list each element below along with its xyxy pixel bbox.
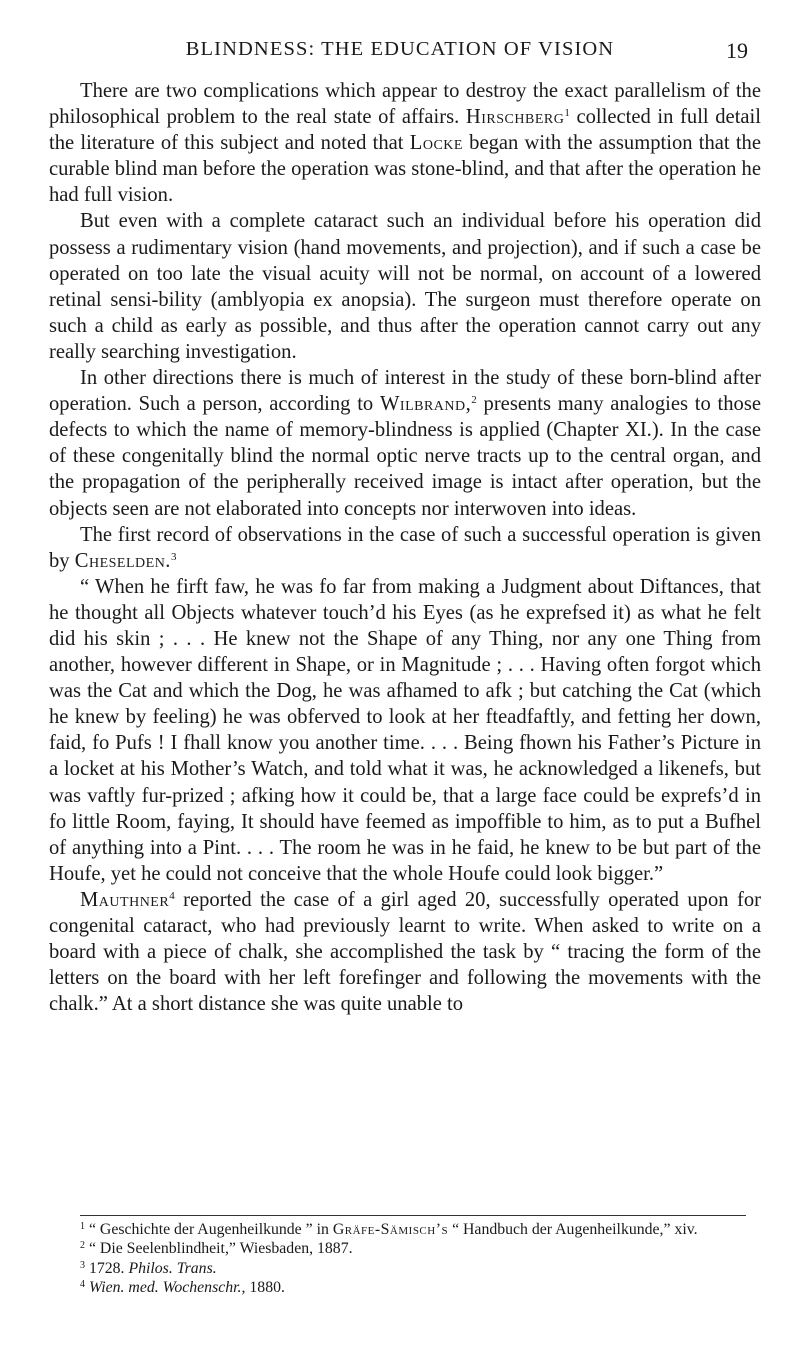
running-head: BLINDNESS: THE EDUCATION OF VISION <box>185 38 615 60</box>
author-hirschberg: Hirschberg <box>465 106 565 129</box>
footnote-2 <box>49 1239 761 1258</box>
author-cheselden: Cheselden. <box>74 549 171 572</box>
footnote-ref-3: 3 <box>170 550 177 563</box>
p1-text-b: collected in full detail the literature of this subject and noted that <box>49 106 761 155</box>
paragraph-4 <box>49 522 761 574</box>
footnotes <box>49 1220 761 1298</box>
author-mauthner: Mauthner <box>80 888 170 911</box>
page-header <box>0 38 800 66</box>
footnote-4 <box>49 1278 761 1297</box>
footnote-1-author: Gräfe-Sämisch’s <box>332 1221 449 1238</box>
footnote-1 <box>49 1220 761 1239</box>
paragraph-2: But even with a complete cataract such an individual before his operation did possess a rudimentary vision (hand movements, and projection), and if such a case be operated on too late the visual acuity will not be normal, on account of a lowered retinal sensi-bility (amblyopia ex anopsia). The surgeon must therefore operate on such a child as early as possible, and thus after the operation cannot carry out any really searching investigation. <box>49 210 761 363</box>
footnote-ref-1: 1 <box>564 107 570 120</box>
paragraph-1 <box>49 78 761 208</box>
footnote-ref-2: 2 <box>471 394 477 407</box>
footnote-2-text: “ Die Seelenblindheit,” Wiesbaden, 1887. <box>88 1240 353 1258</box>
body-text <box>49 78 761 1017</box>
footnote-3-journal: Philos. Trans. <box>128 1259 217 1277</box>
author-locke: Locke <box>409 132 463 155</box>
p3-text-a: In other directions there is much of interest in the study of these born-blind after operation. Such a person, according to <box>49 367 761 416</box>
footnote-3 <box>49 1259 761 1278</box>
footnote-divider <box>80 1215 746 1216</box>
p1-text-a: There are two complications which appear to destroy the exact parallelism of the philosophical problem to the real state of affairs. <box>49 80 761 129</box>
footnote-2-mark: 2 <box>80 1240 85 1252</box>
footnote-4-year: 1880. <box>249 1279 285 1297</box>
paragraph-3 <box>49 365 761 522</box>
p4-text-a: The first record of observations in the case of such a successful operation is given by <box>49 523 761 572</box>
footnote-4-journal: Wien. med. Wochenschr., <box>88 1279 246 1297</box>
footnote-1-text-a: “ Geschichte der Augenheilkunde ” in <box>88 1221 329 1238</box>
footnote-1-text-b: “ Handbuch der Augenheilkunde,” xiv. <box>452 1221 698 1238</box>
p6-text-a: reported the case of a girl aged 20, successfully operated upon for congenital cataract, who had previously learnt to write. When asked to write on a board with a piece of chalk, she accomplished the task by “ tracing the form of the letters on the board with her left forefinger and following the movements with the chalk.” At a short distance she was quite unable to <box>49 888 761 1016</box>
p3-text-b: presents many analogies to those defects to which the name of memory-blindness is applied (Chapter XI.). In the case of these congenitally blind the normal optic nerve tracts up to the central organ, and the propagation of the peripherally received image is intact after operation, but the objects seen are not elaborated into concepts nor interwoven into ideas. <box>49 393 761 520</box>
paragraph-6 <box>49 887 761 1017</box>
paragraph-5-quotation: “ When he firft faw, he was fo far from making a Judgment about Diftances, that he thought all Objects whatever touch’d his Eyes (as he exprefsed it) as what he felt did his skin ; . . . He knew not the Shape of any Thing, nor any one Thing from another, however different in Shape, or in Magnitude ; . . . Having often forgot which was the Cat and which the Dog, he was afhamed to afk ; but catching the Cat (which he knew by feeling) he was obferved to look at her fteadfaftly, and fetting her down, faid, fo Pufs ! I fhall know you another time. . . . Being fhown his Father’s Picture in a locket at his Mother’s Watch, and told what it was, he acknowledged a likenefs, but was vaftly fur-prized ; afking how it could be, that a large face could be exprefs’d in fo little Room, faying, It should have feemed as impoffible to him, as to put a Bufhel of anything into a Pint. . . . The room he was in he faid, he knew to be but part of the Houfe, yet he could not conceive that the whole Houfe could look bigger.” <box>49 575 761 885</box>
footnote-1-mark: 1 <box>80 1221 85 1232</box>
footnote-3-year: 1728. <box>88 1259 125 1277</box>
footnote-ref-4: 4 <box>169 889 175 902</box>
p1-text-c: began with the assumption that the curable blind man before the operation was stone-blind, and that after the operation he had full vision. <box>49 132 761 207</box>
footnote-4-mark: 4 <box>80 1279 85 1291</box>
footnote-3-mark: 3 <box>80 1259 85 1271</box>
author-wilbrand: Wilbrand, <box>379 393 472 416</box>
page-number: 19 <box>726 38 748 63</box>
